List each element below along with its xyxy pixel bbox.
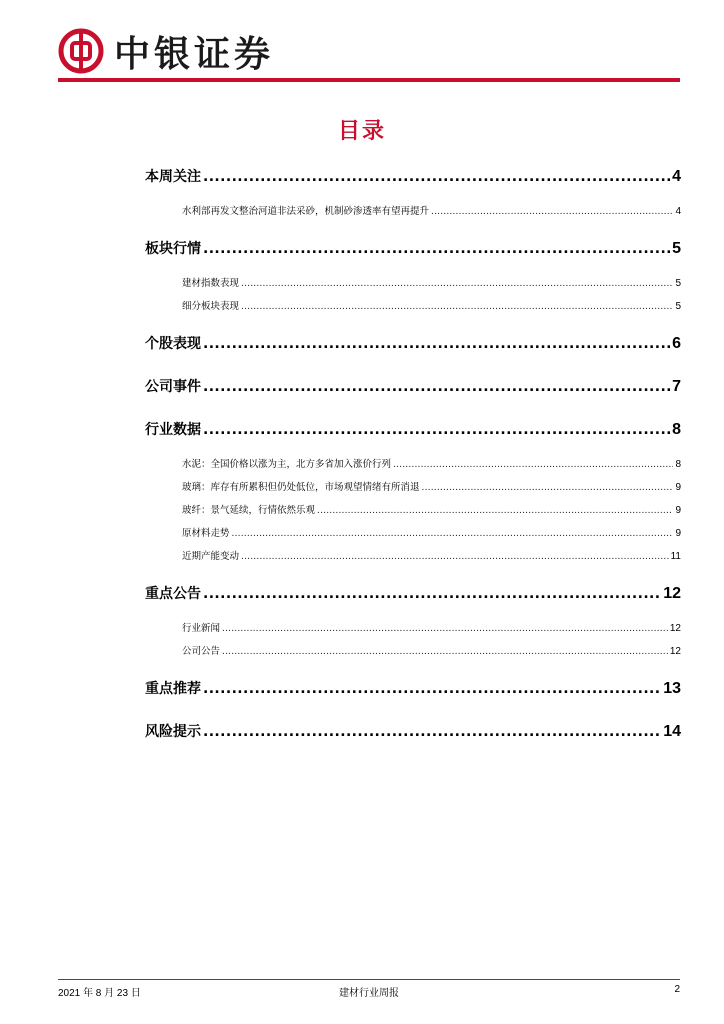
toc-section-page: 8	[672, 421, 681, 438]
toc-leader-dots	[222, 624, 668, 634]
toc-leader-dots	[222, 647, 668, 657]
toc-section-page: 6	[672, 335, 681, 352]
toc-section-label: 行业数据	[145, 422, 201, 438]
toc-title: 目录	[337, 119, 386, 144]
toc-subsection-label: 近期产能变动	[182, 551, 240, 562]
toc-subsection-page: 9	[675, 505, 681, 516]
toc-subsection-label: 公司公告	[182, 646, 221, 657]
toc-section-page: 12	[663, 585, 681, 602]
toc-leader-dots	[317, 506, 673, 516]
toc-section-page: 5	[672, 240, 681, 257]
toc-subsection-entry[interactable]	[145, 502, 681, 525]
toc-section-label: 板块行情	[145, 241, 201, 257]
toc-leader-dots	[203, 379, 670, 395]
toc-section-label: 本周关注	[145, 169, 201, 185]
toc-leader-dots	[203, 586, 661, 602]
report-date: 2021 年 8 月 23 日	[58, 988, 141, 999]
toc-leader-dots	[203, 169, 670, 185]
toc-subsection-page: 5	[675, 278, 681, 289]
toc-leader-dots	[203, 241, 670, 257]
page-number: 2	[674, 984, 680, 995]
toc-subsection-entry[interactable]	[145, 548, 681, 571]
toc-subsection-label: 原材料走势	[182, 528, 230, 539]
toc-leader-dots	[203, 336, 670, 352]
toc-section-entry[interactable]	[145, 583, 681, 614]
toc-leader-dots	[203, 422, 670, 438]
toc-subsection-page: 9	[675, 528, 681, 539]
toc-leader-dots	[241, 302, 673, 312]
bank-of-china-logo-icon	[58, 28, 104, 74]
toc-subsection-page: 12	[669, 623, 681, 634]
toc-section-entry[interactable]	[145, 333, 681, 364]
toc-section-page: 7	[672, 378, 681, 395]
table-of-contents	[145, 166, 681, 752]
toc-spacer	[145, 407, 681, 419]
toc-section-entry[interactable]	[145, 376, 681, 407]
toc-subsection-entry[interactable]	[145, 275, 681, 298]
toc-subsection-page: 5	[675, 301, 681, 312]
toc-subsection-entry[interactable]	[145, 643, 681, 666]
toc-leader-dots	[422, 483, 674, 493]
header-divider	[58, 78, 680, 82]
toc-subsection-label: 玻纤：景气延续，行情依然乐观	[182, 505, 316, 516]
toc-section-entry[interactable]	[145, 678, 681, 709]
toc-subsection-entry[interactable]	[145, 479, 681, 502]
toc-section-label: 重点推荐	[145, 681, 201, 697]
toc-subsection-page: 9	[675, 482, 681, 493]
toc-section-page: 4	[672, 168, 681, 185]
toc-spacer	[145, 364, 681, 376]
toc-subsection-entry[interactable]	[145, 620, 681, 643]
toc-section-entry[interactable]	[145, 238, 681, 269]
page-header	[58, 26, 274, 76]
toc-section-entry[interactable]	[145, 419, 681, 450]
toc-subsection-page: 4	[675, 206, 681, 217]
toc-subsection-label: 水泥：全国价格以涨为主，北方多省加入涨价行列	[182, 459, 392, 470]
toc-subsection-label: 细分板块表现	[182, 301, 240, 312]
toc-section-label: 重点公告	[145, 586, 201, 602]
toc-subsection-entry[interactable]	[145, 456, 681, 479]
toc-subsection-page: 11	[670, 551, 681, 562]
toc-subsection-label: 水利部再发文整治河道非法采砂，机制砂渗透率有望再提升	[182, 206, 430, 217]
toc-subsection-entry[interactable]	[145, 298, 681, 321]
toc-section-entry[interactable]	[145, 721, 681, 752]
toc-subsection-entry[interactable]	[145, 525, 681, 548]
toc-spacer	[145, 666, 681, 678]
toc-leader-dots	[203, 724, 661, 740]
toc-subsection-label: 行业新闻	[182, 623, 221, 634]
toc-section-page: 13	[663, 680, 681, 697]
toc-leader-dots	[232, 529, 674, 539]
toc-spacer	[145, 571, 681, 583]
toc-section-label: 个股表现	[145, 336, 201, 352]
toc-subsection-entry[interactable]	[145, 203, 681, 226]
toc-subsection-page: 12	[669, 646, 681, 657]
toc-spacer	[145, 321, 681, 333]
toc-leader-dots	[241, 279, 673, 289]
toc-leader-dots	[203, 681, 661, 697]
toc-spacer	[145, 709, 681, 721]
toc-spacer	[145, 226, 681, 238]
toc-section-entry[interactable]	[145, 166, 681, 197]
toc-subsection-label: 玻璃：库存有所累积但仍处低位，市场观望情绪有所消退	[182, 482, 420, 493]
toc-subsection-label: 建材指数表现	[182, 278, 240, 289]
toc-leader-dots	[393, 460, 673, 470]
footer-divider	[58, 979, 680, 980]
brand-name: 中银证券	[114, 33, 275, 75]
toc-section-label: 风险提示	[145, 724, 201, 740]
report-type: 建材行业周报	[339, 988, 399, 999]
toc-subsection-page: 8	[675, 459, 681, 470]
toc-leader-dots	[431, 207, 673, 217]
toc-section-page: 14	[663, 723, 681, 740]
toc-leader-dots	[241, 552, 669, 562]
toc-section-label: 公司事件	[145, 379, 201, 395]
